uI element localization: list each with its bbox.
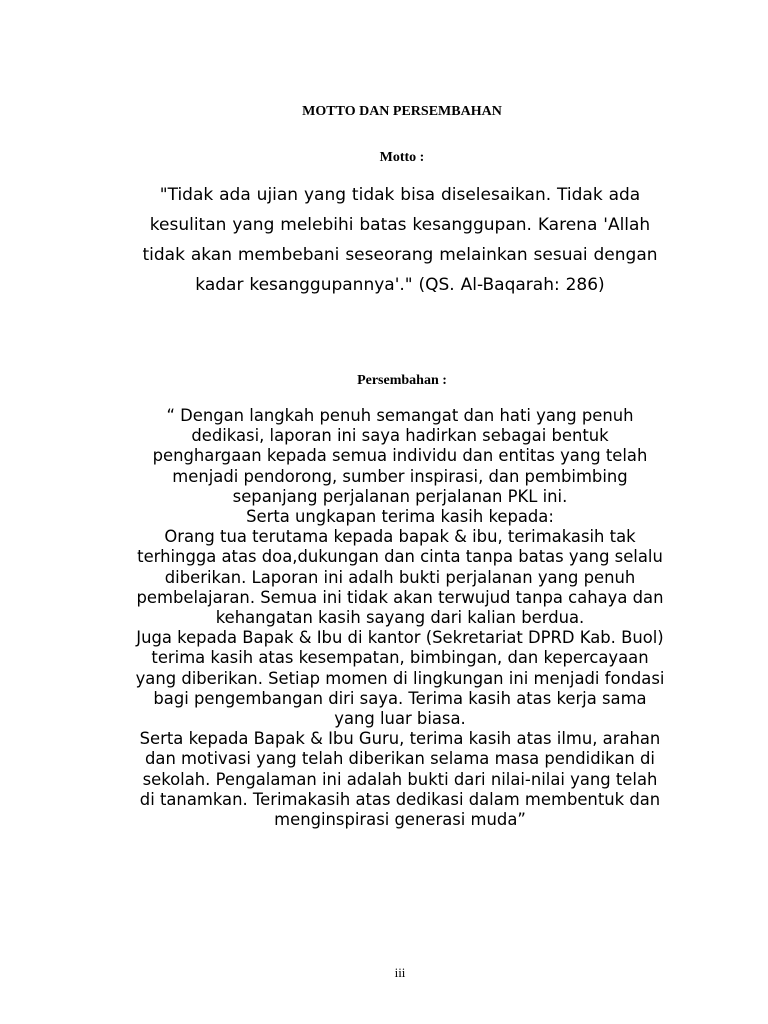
dedication-paragraph-parents: Orang tua terutama kepada bapak & ibu, terimakasih tak terhingga atas doa,dukungan dan cinta tanpa batas yang selalu diberikan. Laporan ini adalh bukti perjalanan yang penuh pembelajaran. Semua ini tidak akan terwujud tanpa cahaya dan kehangatan kasih sayang dari kalian berdua. [136,527,664,628]
dedication-paragraph-thanks: Serta ungkapan terima kasih kepada: [246,507,554,527]
motto-label: Motto : [379,150,425,165]
dedication-paragraph-office: Juga kepada Bapak & Ibu di kantor (Sekretariat DPRD Kab. Buol) terima kasih atas kesempatan, bimbingan, dan kepercayaan yang diberikan. Setiap momen di lingkungan ini menjadi fondasi bagi pengembangan diri saya. Terima kasih atas kerja sama yang luar biasa. [135,628,665,729]
page-number: iii [394,965,406,980]
persembahan-text [135,406,665,830]
dedication-paragraph-intro: “ Dengan langkah penuh semangat dan hati yang penuh dedikasi, laporan ini saya hadirkan sebagai bentuk penghargaan kepada semua individu dan entitas yang telah menjadi pendorong, sumber inspirasi, dan pembimbing sepanjang perjalanan perjalanan PKL ini. [152,406,648,506]
dedication-paragraph-teachers: Serta kepada Bapak & Ibu Guru, terima kasih atas ilmu, arahan dan motivasi yang telah diberikan selama masa pendidikan di sekolah. Pengalaman ini adalah bukti dari nilai-nilai yang telah di tanamkan. Terimakasih atas dedikasi dalam membentuk dan menginspirasi generasi muda” [139,729,661,830]
persembahan-label: Persembahan : [357,373,447,388]
motto-quote: "Tidak ada ujian yang tidak bisa diselesaikan. Tidak ada kesulitan yang melebihi batas kesanggupan. Karena 'Allah tidak akan membebani seseorang melainkan sesuai dengan kadar kesanggupannya'." (QS. Al-Baqarah: 286) [142,185,658,295]
page-title: MOTTO DAN PERSEMBAHAN [302,104,502,119]
